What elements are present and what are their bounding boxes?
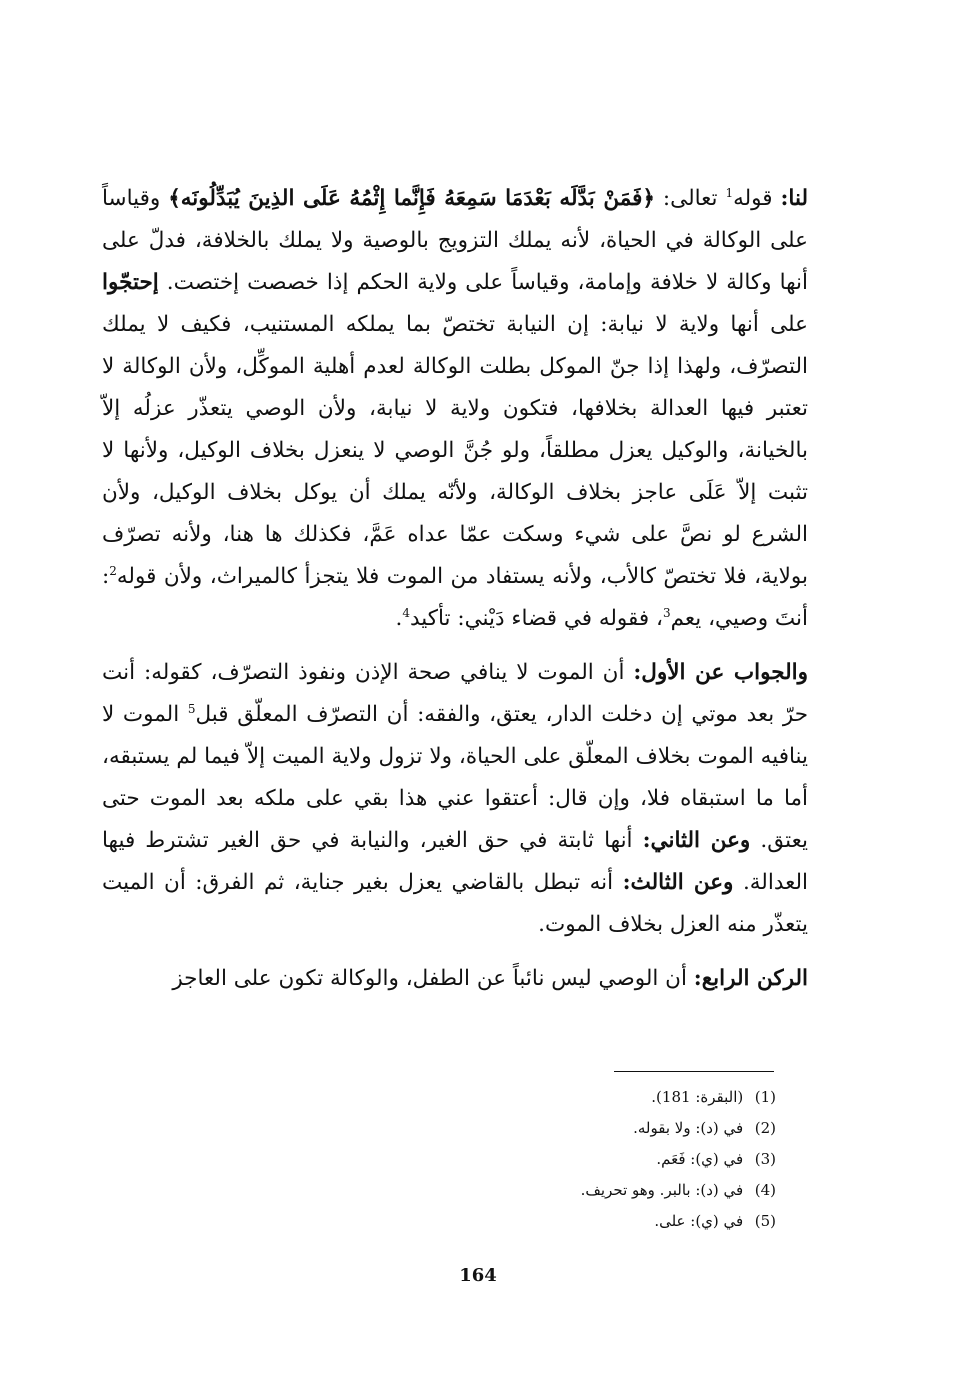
- footnote-marker: 5: [187, 701, 196, 716]
- footnote-separator: [614, 1071, 774, 1072]
- footnote: [436, 1175, 776, 1206]
- footnote-number: (1): [754, 1088, 776, 1106]
- footnote-marker: 4: [402, 605, 410, 620]
- footnote-text: في (د): بالبر. وهو تحريف.: [580, 1181, 744, 1199]
- text-run: تعالى:: [655, 186, 726, 211]
- text-run: أن الموت لا ينافي صحة الإذن ونفوذ التصرّف، كقوله: أنت حرّ بعد موتي إن دخلت الدار، يعتق، والفقه: أن التصرّف المعلّق قبل: [102, 660, 809, 727]
- bold-heading: ﴿فَمَنْ بَدَّلَه بَعْدَمَا سَمِعَهُ فَإِنَّما إِثْمُهُ عَلَى الذِينَ يُبَدِّلُونَه﴾: [168, 186, 655, 211]
- footnote-text: في (ي): على.: [654, 1212, 744, 1230]
- footnote: [436, 1144, 776, 1175]
- paragraph: [102, 178, 808, 640]
- bold-heading: والجواب عن الأول:: [633, 660, 808, 685]
- footnote: [436, 1206, 776, 1237]
- paragraph: [102, 958, 808, 1000]
- footnote-text: في (ي): فَعَم.: [656, 1150, 744, 1168]
- footnote: [436, 1113, 776, 1144]
- footnote-marker: 3: [662, 605, 671, 620]
- text-run: أنه تبطل بالقاضي يعزل بغير جناية، ثم الفرق: أن الميت يتعذّر منه العزل بخلاف الموت.: [102, 870, 808, 937]
- footnote-text: في (د): ولا بقوله.: [633, 1119, 744, 1137]
- text-run: : أنتَ وصيي، يعم: [102, 564, 808, 631]
- bold-heading: الركن الرابع:: [693, 966, 808, 991]
- text-run: على أنها ولاية لا نيابة: إن النيابة تختصّ بما يملكه المستنيب، فكيف لا يملك التصرّف، ولهذا إذا جنّ الموكل بطلت الوكالة لعدم أهلية الموكِّل، ولأن الوكالة لا تعتبر فيها العدالة بخلافها، فتكون ولاية لا نيابة، ولأن الوصي يتعذّر عزلُه إلاّ بالخيانة، والوكيل يعزل مطلقاً، ولو جُنَّ الوصي لا ينعزل بخلاف الوكيل، ولأنها لا تثبت إلاّ عَلَى عاجز بخلاف الوكالة، ولأنّه يملك أن يوكل بخلاف الوكيل، ولأن الشرع لو نصَّ على شيء وسكت عمّا عداه عَمَّ، فكذلك ها هنا، ولأنه تصرّف بولاية، فلا تختصّ كالأب، ولأنه يستفاد من الموت فلا يتجزأ كالميراث، ولأن قوله: [102, 312, 809, 589]
- footnote-marker: 2: [109, 563, 117, 578]
- text-run: وقياساً على الوكالة في الحياة، لأنه يملك التزويج بالوصية ولا يملك بالخلافة، فدلّ على أنها وكالة لا خلافة وإمامة، وقياساً على ولاية الحكم إذا خصصت إختصت.: [102, 186, 808, 295]
- footnote-marker: 1: [725, 185, 734, 200]
- bold-heading: وعن الثاني:: [642, 828, 751, 853]
- text-run: ، فقوله في قضاء دَيْني: تأكيد: [409, 606, 663, 631]
- bold-heading: وعن الثالث:: [622, 870, 734, 895]
- text-run: أنها ثابتة في حق الغير، والنيابة في حق الغير تشترط فيها العدالة.: [102, 828, 809, 895]
- footnotes: [436, 1082, 776, 1237]
- page-number: 164: [459, 1265, 497, 1286]
- footnote-number: (4): [754, 1181, 776, 1199]
- text-run: .: [395, 606, 403, 631]
- text-run: قوله: [733, 186, 781, 211]
- footnote-text: (البقرة: 181).: [651, 1088, 744, 1106]
- footnote-number: (2): [754, 1119, 776, 1137]
- bold-heading: إحتجّوا: [102, 270, 159, 295]
- footnote-number: (3): [754, 1150, 776, 1168]
- text-run: الموت لا ينافيه الموت بخلاف المعلّق على الحياة، ولا تزول ولاية الميت إلاّ فيما لم يستبقه، أما ما استبقاه فلا، وإن قال: أعتقوا عني هذا بقي على ملكه بعد الموت حتى يعتق.: [102, 702, 809, 853]
- main-text: [102, 178, 808, 1000]
- paragraph: [102, 652, 808, 946]
- footnote-number: (5): [754, 1212, 776, 1230]
- text-run: أن الوصي ليس نائباً عن الطفل، والوكالة تكون على العاجز: [172, 966, 694, 991]
- footnote: [436, 1082, 776, 1113]
- bold-heading: لنا:: [780, 186, 808, 211]
